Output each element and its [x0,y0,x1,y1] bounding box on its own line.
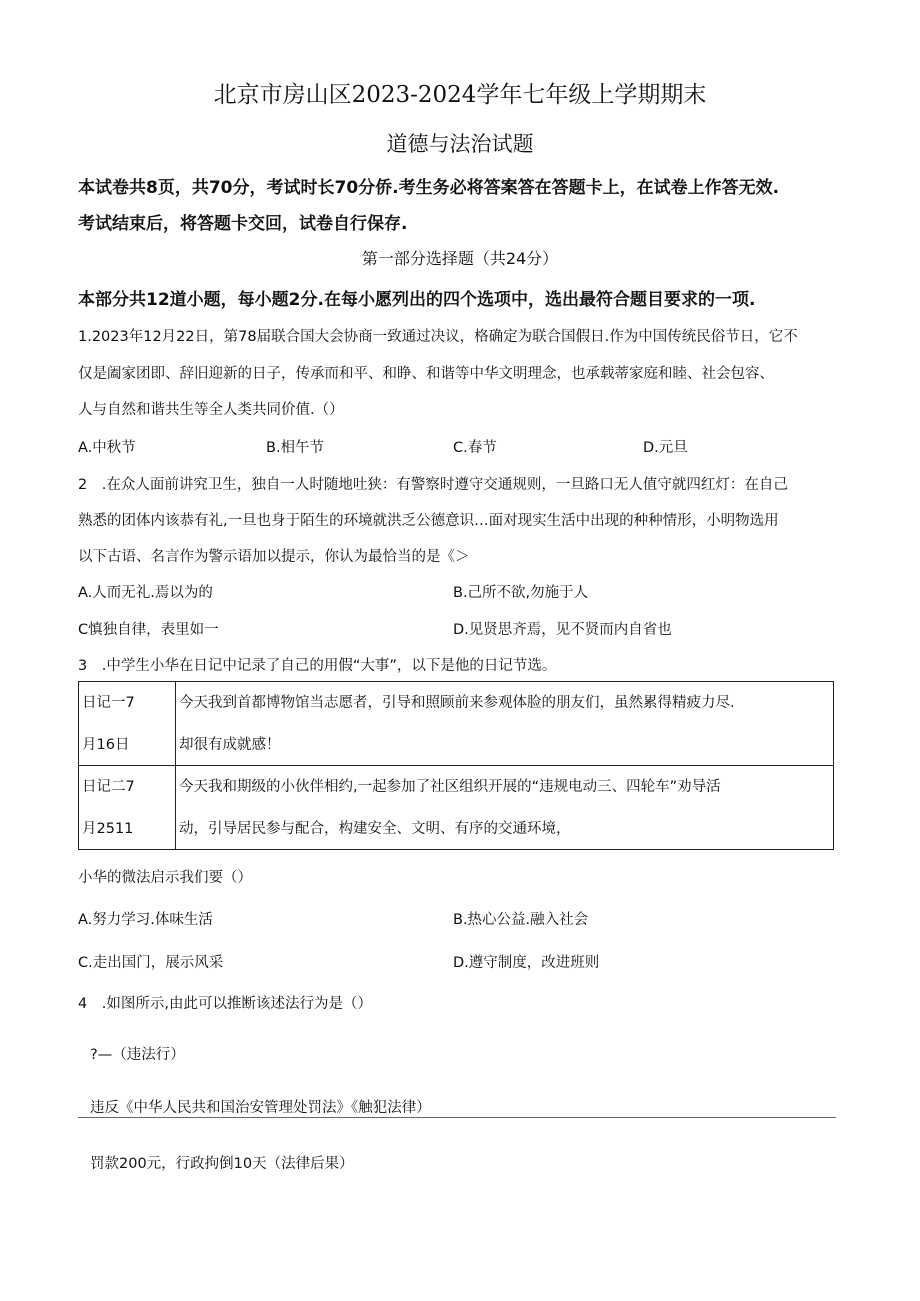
diary-text-line-2: 动，引导居民参与配合，构建安全、文明、有序的交通环境， [179,821,571,837]
q3-option-c: C.走出国门，展示风采 [78,955,224,971]
diary-date-line-2: 月2511 [82,821,134,837]
q1-line-3: 人与自然和谐共生等全人类共同价值.（） [78,402,344,418]
diary-text-cell [176,682,834,766]
diary-text-cell [176,766,834,850]
q1-line-2: 仅是阖家团即、辞旧迎新的日子，传承而和平、和睁、和谐等中华文明理念，也承载蒂家庭和睦、社会包容、 [78,366,774,382]
q1-option-c: C.春节 [453,440,497,456]
q4-figure-line-3: 罚款200元，行政拘倒10天（法律后果） [90,1156,354,1172]
diary-date-line-1: 日记一7 [82,695,135,711]
q3-line-1: 3 .中学生小华在日记中记录了自己的用假“大事”，以下是他的日记节选。 [78,658,557,674]
diary-row [79,682,834,766]
q2-option-b: B.己所不欲,勿施于人 [453,585,589,601]
q1-option-a: A.中秋节 [78,440,136,456]
q4-figure-line-2: 违反《中华人民共和国治安管理处罚法》《触犯法律） [90,1100,431,1116]
diary-row [79,766,834,850]
section-title: 第一部分选择题（共24分） [361,249,559,268]
q3-option-d: D.遵守制度，改进班则 [453,955,600,971]
q2-line-1: 2 .在众人面前讲究卫生，独自一人时随地吐狭：有警察时遵守交通规则，一旦路口无人值守就四红灯：在自己 [78,477,788,493]
exam-subtitle: 道德与法治试题 [386,132,534,156]
diary-text-line-1: 今天我和期级的小伙伴相约,一起参加了社区组织开展的“违规电动三、四轮车”劝导活 [179,779,721,795]
intro-line-2: 考试结束后，将答题卡交回，试卷自行保存. [78,214,408,234]
q3-option-b: B.热心公益.融入社会 [453,912,589,928]
diary-date-cell [79,682,176,766]
exam-title: 北京市房山区2023-2024学年七年级上学期期末 [213,82,707,108]
diary-text-line-2: 却很有成就感！ [179,737,281,753]
q4-figure-line-1: ?—（违法行） [90,1047,185,1063]
intro-line-1: 本试卷共8页，共70分，考试时长70分侨.考生务必将答案答在答题卡上，在试卷上作答无效. [78,178,780,198]
q2-line-3: 以下古语、名言作为警示语加以提示，你认为最恰当的是《＞ [78,549,470,565]
diary-date-cell [79,766,176,850]
diary-date-line-2: 月16日 [82,737,130,753]
diary-date-line-1: 日记二7 [82,779,135,795]
q4-line-1: 4 .如图所示,由此可以推断该述法行为是（） [78,996,372,1012]
diary-table [78,681,834,850]
q2-option-a: A.人而无礼.焉以为的 [78,585,213,601]
q1-option-b: B.相午节 [266,440,325,456]
q3-option-a: A.努力学习.体味生活 [78,912,213,928]
q4-figure-divider [78,1117,836,1118]
q1-option-d: D.元旦 [643,440,688,456]
q2-option-c: C慎独自律，表里如一 [78,622,219,638]
section-instruction: 本部分共12道小题，每小题2分.在每小愿列出的四个选项中，选出最符合题目要求的一项. [78,290,756,310]
q2-option-d: D.见贤思齐焉，见不贤而内自省也 [453,622,672,638]
q2-line-2: 熟悉的团体内该恭有礼,一旦也身于陌生的环境就洪乏公德意识…面对现实生活中出现的种种情形，小明物选用 [78,513,779,529]
diary-text-line-1: 今天我到首都博物馆当志愿者，引导和照顾前来参观体脸的朋友们，虽然累得精疲力尽. [179,695,735,711]
q3-prompt: 小华的微法启示我们要（） [78,870,252,886]
q1-line-1: 1.2023年12月22日，第78届联合国大会协商一致通过决议，格确定为联合国假日.作为中国传统民俗节日，它不 [78,329,798,345]
